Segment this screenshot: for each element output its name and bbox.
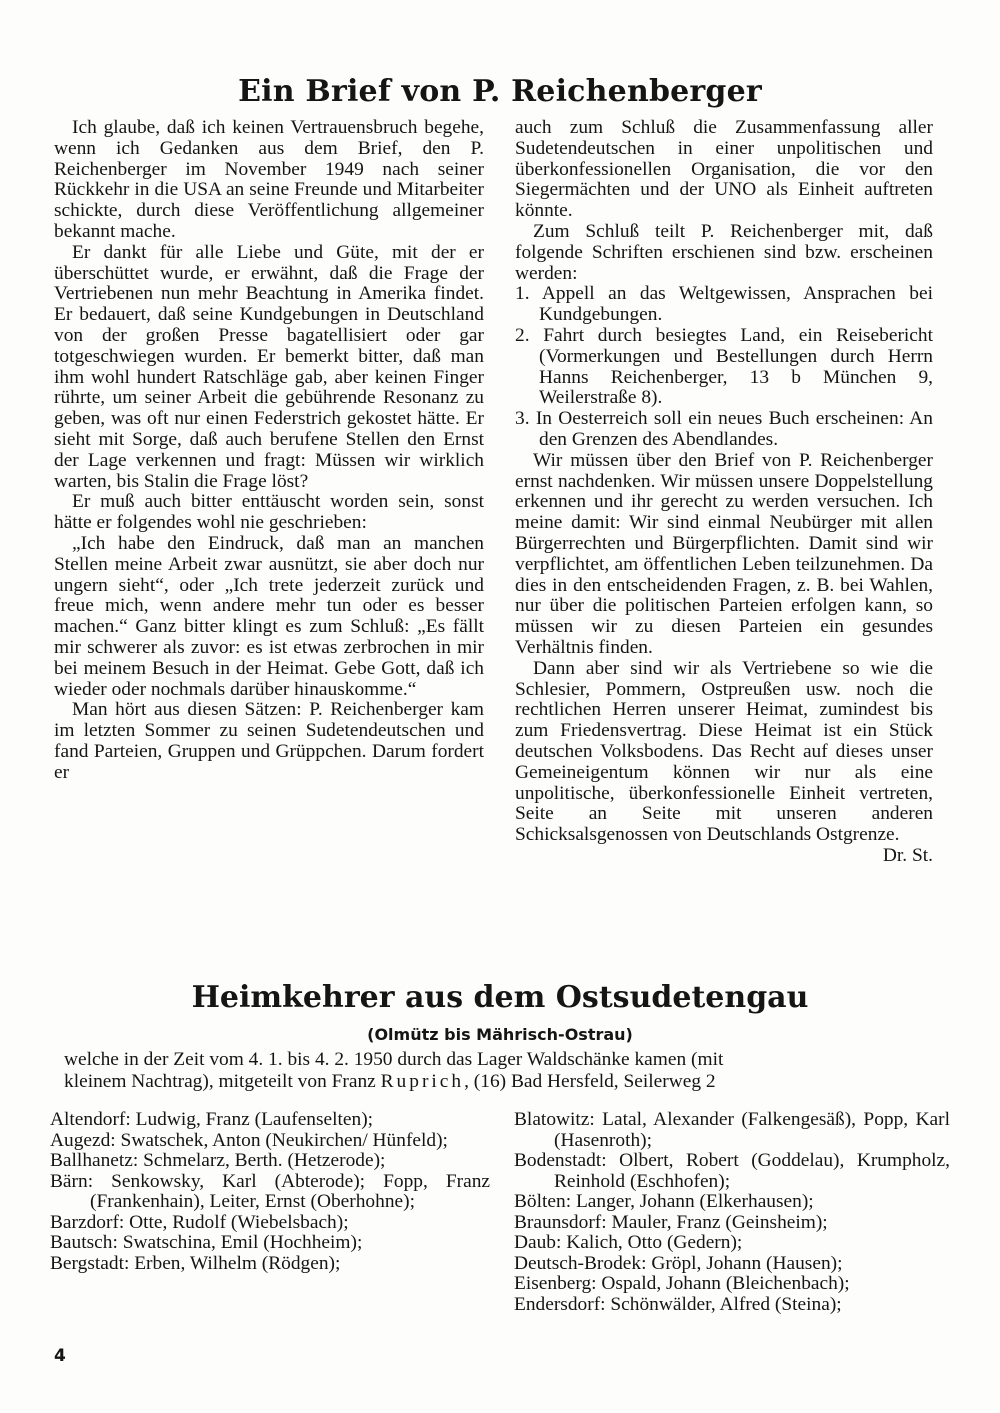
list-item: Bautsch: Swatschina, Emil (Hochheim); [50,1232,363,1253]
list-item: Braunsdorf: Mauler, Franz (Geinsheim); [514,1211,828,1233]
article-1-paragraph: Dann aber sind wir als Vertriebene so wie die Schlesier, Pommern, Ostpreußen usw. noch die rechtlichen Herren unserer Heimat, zumindest bis zum Friedensvertrag. Diese Heimat ist ein Stück deutschen Volksbodens. Das Recht auf dieses unser Gemeineigentum können wir nur als eine unpolitische, überkonfessionelle Einheit vertreten, Seite an Seite mit unseren anderen Schicksalsgenossen von Deutschlands Ostgrenze. [515,657,933,846]
list-item: Altendorf: Ludwig, Franz (Laufenselten); [50,1109,374,1130]
list-item: Augezd: Swatschek, Anton (Neukirchen/ Hünfeld); [50,1129,448,1151]
intro-line-2 [64,1071,944,1093]
returnee-list-left [50,1110,490,1274]
list-item: Bergstadt: Erben, Wilhelm (Rödgen); [50,1252,341,1274]
list-item: 1. Appell an das Weltgewissen, Ansprachen bei Kundgebungen. [515,283,933,326]
list-item: Ballhanetz: Schmelarz, Berth. (Hetzerode); [50,1150,386,1171]
intro-line-1: welche in der Zeit vom 4. 1. bis 4. 2. 1950 durch das Lager Waldschänke kamen (mit [64,1049,724,1070]
article-1-right-column [515,118,933,867]
article-2-title: Heimkehrer aus dem Ostsudetengau [191,980,809,1015]
list-item: Barzdorf: Otte, Rudolf (Wiebelsbach); [50,1211,349,1233]
list-item: Bodenstadt: Olbert, Robert (Goddelau), Krumpholz, Reinhold (Eschhofen); [514,1150,950,1192]
list-item: Endersdorf: Schönwälder, Alfred (Steina); [514,1293,842,1315]
article-1-paragraph: Er dankt für alle Liebe und Güte, mit der er überschüttet wurde, er erwähnt, daß die Frage der Vertriebenen nun mehr Beachtung in Amerika findet. Er bedauert, daß seine Kundgebungen in Deutschland von der großen Presse bagatellisiert oder gar totgeschwiegen wurden. Er bemerkt bitter, daß man ihm wohl hundert Ratschläge gab, aber keinen Finger rührte, um seiner Arbeit die gebührende Resonanz zu geben, was oft nur einen Federstrich gekostet hätte. Er sieht mit Sorge, daß auch berufene Stellen den Ernst der Lage verkennen und fragt: Müssen wir wirklich warten, bis Stalin die Frage löst? [54,241,484,492]
list-item: 3. In Oesterreich soll ein neues Buch erscheinen: An den Grenzen des Abendlandes. [515,408,933,450]
article-1-title: Ein Brief von P. Reichenberger [238,74,762,109]
article-1-paragraph: „Ich habe den Eindruck, daß man an manchen Stellen meine Arbeit zwar ausnützt, sie aber doch nur ungern sieht“, oder „Ich trete jederzeit zurück und freue mich, wenn andere mehr tun oder es besser machen.“ Ganz bitter klingt es zum Schluß: „Es fällt mir schwerer als zuvor: es ist etwas zerbrochen in mir bei meinem Besuch in der Heimat. Gebe Gott, daß ich wieder oder nochmals darüber hinauskomme.“ [54,532,484,700]
article-1-paragraph: Man hört aus diesen Sätzen: P. Reichenberger kam im letzten Sommer zu seinen Sudetendeutschen und fand Parteien, Gruppen und Grüppchen. Darum fordert er [54,699,484,783]
list-item: Bölten: Langer, Johann (Elkerhausen); [514,1191,814,1212]
article-1-paragraph: Zum Schluß teilt P. Reichenberger mit, daß folgende Schriften erschienen sind bzw. erscheinen werden: [515,220,933,284]
intro-text: , (16) Bad Hersfeld, Seilerweg 2 [464,1071,716,1092]
article-1-left-column [54,118,484,784]
author-name: Ruprich [380,1071,465,1092]
list-item: Bärn: Senkowsky, Karl (Abterode); Fopp, Franz (Frankenhain), Leiter, Ernst (Oberhohne); [50,1170,490,1212]
list-item: Eisenberg: Ospald, Johann (Bleichenbach); [514,1273,850,1294]
list-item: Blatowitz: Latal, Alexander (Falkengesäß), Popp, Karl (Hasenroth); [514,1109,950,1151]
article-2-intro [64,1049,944,1093]
article-2-subtitle: (Olmütz bis Mährisch-Ostrau) [367,1025,633,1044]
page-number: 4 [54,1346,66,1366]
article-1-paragraph: auch zum Schluß die Zusammenfassung aller Sudetendeutschen in einer unpolitischen und überkonfessionellen Organisation, die vor den Siegermächten und der UNO als Einheit auftreten könnte. [515,117,933,222]
returnee-list-right [514,1110,950,1315]
signature-line [515,846,933,867]
article-1-paragraph: Wir müssen über den Brief von P. Reichenberger ernst nachdenken. Wir müssen unsere Doppelstellung erkennen und ihr gerecht zu werden versuchen. Ich meine damit: Wir sind einmal Neubürger mit allen Bürgerrechten und Bürgerpflichten. Damit sind wir verpflichtet, am öffentlichen Leben teilzunehmen. Da dies in den entscheidenden Fragen, z. B. bei Wahlen, nur über die politischen Parteien erfolgen kann, so müssen wir zu diesen Parteien ein gesundes Verhältnis finden. [515,449,933,658]
article-1-paragraph: Er muß auch bitter enttäuscht worden sein, sonst hätte er folgendes wohl nie geschrieben: [54,491,484,534]
signature: Dr. St. [882,844,933,866]
list-item: Deutsch-Brodek: Gröpl, Johann (Hausen); [514,1252,843,1274]
publication-list [515,284,933,450]
list-item: Daub: Kalich, Otto (Gedern); [514,1232,743,1253]
article-1-paragraph: Ich glaube, daß ich keinen Vertrauensbruch begehe, wenn ich Gedanken aus dem Brief, den P. Reichenberger im November 1949 nach seiner Rückkehr in die USA an seine Freunde und Mitarbeiter schickte, durch diese Veröffentlichung allgemeiner bekannt mache. [54,117,484,242]
intro-text: kleinem Nachtrag), mitgeteilt von Franz [64,1071,376,1092]
list-item: 2. Fahrt durch besiegtes Land, ein Reisebericht (Vormerkungen und Bestellungen durch Herrn Hanns Reichenberger, 13 b München 9, Weilerstraße 8). [515,324,933,409]
